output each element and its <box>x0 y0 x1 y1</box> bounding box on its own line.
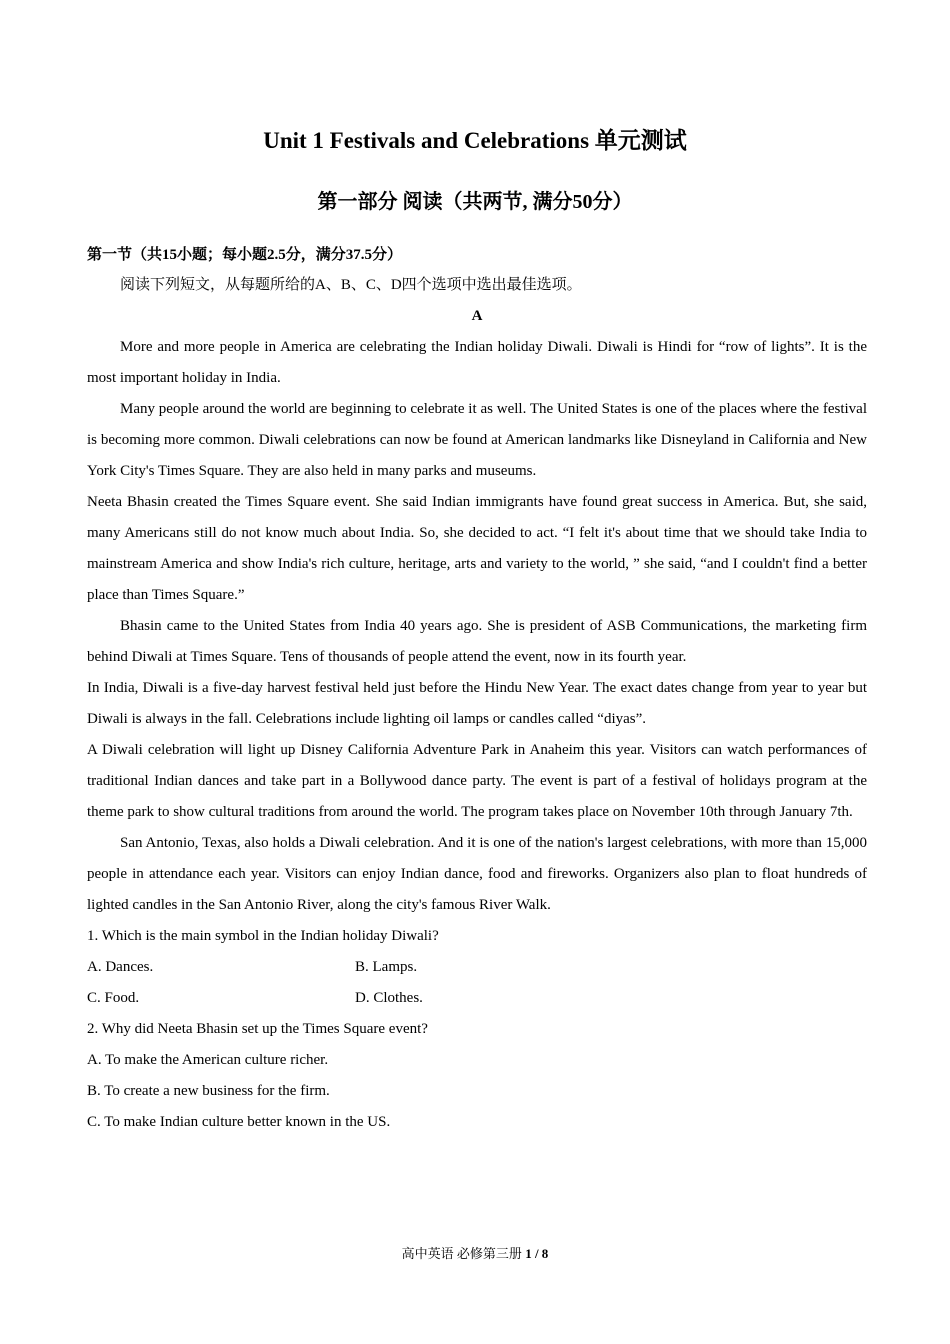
section-heading: 第一节（共15小题；每小题2.5分，满分37.5分） <box>87 247 403 263</box>
answer-option[interactable]: C. Food. <box>87 990 140 1006</box>
option-row <box>87 952 867 983</box>
answer-option[interactable]: A. To make the American culture richer. <box>87 1052 329 1068</box>
page-number: 1 / 8 <box>525 1246 549 1261</box>
passage-label: A <box>471 308 483 324</box>
content-body <box>87 270 867 1138</box>
answer-option[interactable]: B. To create a new business for the firm. <box>87 1083 330 1099</box>
answer-option[interactable]: B. Lamps. <box>355 959 418 975</box>
instruction-text: 阅读下列短文，从每题所给的A、B、C、D四个选项中选出最佳选项。 <box>120 277 582 293</box>
option-row <box>87 983 867 1014</box>
paragraph: In India, Diwali is a five‑day harvest festival held just before the Hindu New Year. The exact dates change from year to year but Diwali is always in the fall. Celebrations include lighting oil lamps or candles called “diyas”. <box>87 680 867 727</box>
paragraph: A Diwali celebration will light up Disney California Adventure Park in Anaheim this year. Visitors can watch performances of traditional Indian dances and take part in a Bollywood dance party. The event is part of a festival of holidays program at the theme park to show cultural traditions from around the world. The program takes place on November 10th through January 7th. <box>87 742 867 820</box>
paragraph: Many people around the world are beginning to celebrate it as well. The United States is one of the places where the festival is becoming more common. Diwali celebrations can now be found at American landmarks like Disneyland in California and New York City's Times Square. They are also held in many parks and museums. <box>87 401 867 479</box>
document-title: Unit 1 Festivals and Celebrations 单元测试 <box>263 128 687 153</box>
question-stem: 2. Why did Neeta Bhasin set up the Times Square event? <box>87 1021 428 1037</box>
page-footer <box>0 1244 950 1264</box>
answer-option[interactable]: C. To make Indian culture better known in the US. <box>87 1114 391 1130</box>
answer-option[interactable]: D. Clothes. <box>355 990 423 1006</box>
paragraph: Bhasin came to the United States from India 40 years ago. She is president of ASB Communications, the marketing firm behind Diwali at Times Square. Tens of thousands of people attend the event, now in its fourth year. <box>87 618 867 665</box>
paragraph: Neeta Bhasin created the Times Square event. She said Indian immigrants have found great success in America. But, she said, many Americans still do not know much about India. So, she decided to act. “I felt it's about time that we should take India to mainstream America and show India's rich culture, heritage, arts and variety to the world, ” she said, “and I couldn't find a better place than Times Square.” <box>87 494 867 603</box>
paragraph: San Antonio, Texas, also holds a Diwali celebration. And it is one of the nation's largest celebrations, with more than 15,000 people in attendance each year. Visitors can enjoy Indian dance, food and fireworks. Organizers also plan to float hundreds of lighted candles in the San Antonio River, along the city's famous River Walk. <box>87 835 867 913</box>
part-title: 第一部分 阅读（共两节, 满分50分） <box>317 191 633 213</box>
paragraph: More and more people in America are celebrating the Indian holiday Diwali. Diwali is Hindi for “row of lights”. It is the most important holiday in India. <box>87 339 867 386</box>
question-stem: 1. Which is the main symbol in the Indian holiday Diwali? <box>87 928 439 944</box>
footer-text: 高中英语 必修第三册 <box>401 1246 526 1261</box>
answer-option[interactable]: A. Dances. <box>87 959 154 975</box>
